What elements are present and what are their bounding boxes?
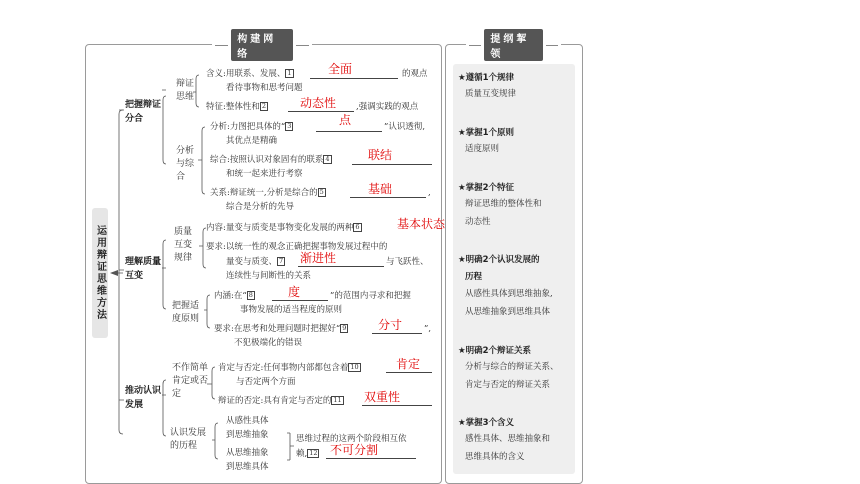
line-a1: 含义:用联系、发展、 1 <box>206 69 292 79</box>
blank-1 <box>310 68 398 79</box>
left-header-title: 构建网络 <box>231 29 292 61</box>
bracket-s2 <box>198 127 205 194</box>
line-b2-mid: 与飞跃性、 <box>386 257 429 267</box>
root-topic: 运用辩证思维方法 <box>92 208 108 338</box>
line-b2-end: 连续性与间断性的关系 <box>226 271 312 281</box>
answer-10: 肯定 <box>396 357 421 371</box>
bracket-s3 <box>199 228 206 268</box>
summary-head-3: ★掌握2个特征 <box>458 183 515 193</box>
sub-cognition-course: 认识发展的历程 <box>170 428 207 451</box>
line-a2: 特征:整体性和 2 <box>206 102 267 112</box>
line-c3b: 到思维抽象 <box>226 430 269 440</box>
summary-head-4: ★明确2个认识发展的 <box>458 255 540 265</box>
summary-head-1: ★遵循1个规律 <box>458 73 515 83</box>
line-c1-cont: 与否定两个方面 <box>236 377 296 387</box>
line-c1: 肯定与否定:任何事物内部都包含着 10 <box>218 363 359 373</box>
line-c2: 辩证的否定:具有肯定与否定的 11 <box>218 396 342 406</box>
summary-head-4b: 历程 <box>465 272 483 282</box>
sub-analysis-synthesis: 分析与综合 <box>176 146 195 182</box>
line-a1-cont: 看待事物和思考问题 <box>226 83 303 93</box>
summary-body-2: 适度原则 <box>465 144 500 154</box>
line-a3-end: ”认识透彻, <box>384 122 426 132</box>
summary-body-4a: 从感性具体到思维抽象, <box>465 289 553 299</box>
line-a1-end: 的观点 <box>402 69 428 79</box>
bracket-b2 <box>162 240 166 309</box>
line-a3-cont: 其优点是精确 <box>226 136 278 146</box>
answer-8: 度 <box>288 285 301 299</box>
answer-2: 动态性 <box>300 96 337 110</box>
line-c3d: 到思维具体 <box>226 462 269 472</box>
summary-body-5b: 肯定与否定的辩证关系 <box>465 380 551 390</box>
line-a4: 综合:按照认识对象固有的联系 4 <box>210 155 330 165</box>
summary-body-6a: 感性具体、思维抽象和 <box>465 434 551 444</box>
line-b3-end: ”的范围内寻求和把握 <box>330 291 411 301</box>
answer-1: 全面 <box>328 62 353 76</box>
summary-body-4b: 从思维抽象到思维具体 <box>465 307 551 317</box>
branch-grasp-dialectical: 把握辩证分合 <box>125 100 162 124</box>
answer-5: 基础 <box>368 182 393 196</box>
line-b2-cont: 量变与质变、 7 <box>226 257 284 267</box>
sub-qq-law: 质量互变规律 <box>174 227 193 263</box>
blank-3 <box>316 121 382 132</box>
answer-4: 联结 <box>368 148 393 162</box>
branch-cognition: 推动认识发展 <box>125 386 162 410</box>
answer-3: 点 <box>339 113 352 127</box>
root-arrow <box>110 270 118 276</box>
line-a4-cont: 和统一起来进行考察 <box>226 169 303 179</box>
line-a5: 关系:辩证统一,分析是综合的 5 <box>210 188 324 198</box>
line-c3a: 从感性具体 <box>226 416 269 426</box>
summary-head-2: ★掌握1个原则 <box>458 128 515 138</box>
summary-body-6b: 思维具体的含义 <box>465 452 525 462</box>
line-b3: 内涵:在“ 8 <box>214 291 253 301</box>
line-a5-end: , <box>428 188 431 198</box>
summary-body-5a: 分析与综合的辩证关系、 <box>465 362 559 372</box>
branch-quality-quantity: 理解质量互变 <box>125 257 162 281</box>
line-a2-end: ,强调实践的观点 <box>356 102 419 112</box>
line-b4-cont: 不犯极端化的错误 <box>234 338 303 348</box>
line-b3-cont: 事物发展的适当程度的原则 <box>240 305 343 315</box>
line-b4-end: ”, <box>424 324 432 334</box>
line-b2: 要求:以统一性的观念正确把握事物发展过程中的 <box>206 242 388 252</box>
answer-6: 基本状态 <box>397 217 446 231</box>
sub-no-simple: 不作简单肯定或否定 <box>172 363 209 399</box>
line-c3c: 从思维抽象 <box>226 448 269 458</box>
line-b4: 要求:在思考和处理问题时把握好“ 9 <box>214 324 347 334</box>
answer-7: 渐进性 <box>300 251 337 265</box>
summary-head-6: ★掌握3个含义 <box>458 418 515 428</box>
line-b1: 内容:量变与质变是事物变化发展的两种 6 <box>206 223 360 233</box>
sub-moderation: 把握适度原则 <box>172 301 200 324</box>
bracket-root <box>118 110 123 434</box>
bracket-b1 <box>162 90 166 164</box>
right-header-title: 提纲挈领 <box>484 29 542 61</box>
line-c4: 思维过程的这两个阶段相互依 <box>296 434 407 444</box>
line-c4-cont: 赖, 12 <box>296 449 318 459</box>
sub-dialectical-thinking: 辩证思维 <box>176 79 195 102</box>
answer-9: 分寸 <box>378 318 403 332</box>
line-a3: 分析:力图把具体的“ 3 <box>210 122 292 132</box>
summary-box <box>453 64 575 474</box>
summary-body-3a: 辩证思维的整体性和 <box>465 199 542 209</box>
summary-body-1: 质量互变规律 <box>465 89 517 99</box>
bracket-b3 <box>162 380 166 436</box>
answer-11: 双重性 <box>364 390 401 404</box>
bracket-s5 <box>207 367 215 399</box>
summary-body-3b: 动态性 <box>465 217 491 227</box>
answer-12: 不可分割 <box>330 443 379 457</box>
line-a5-cont: 综合是分析的先导 <box>226 202 295 212</box>
summary-head-5: ★明确2个辩证关系 <box>458 346 532 356</box>
